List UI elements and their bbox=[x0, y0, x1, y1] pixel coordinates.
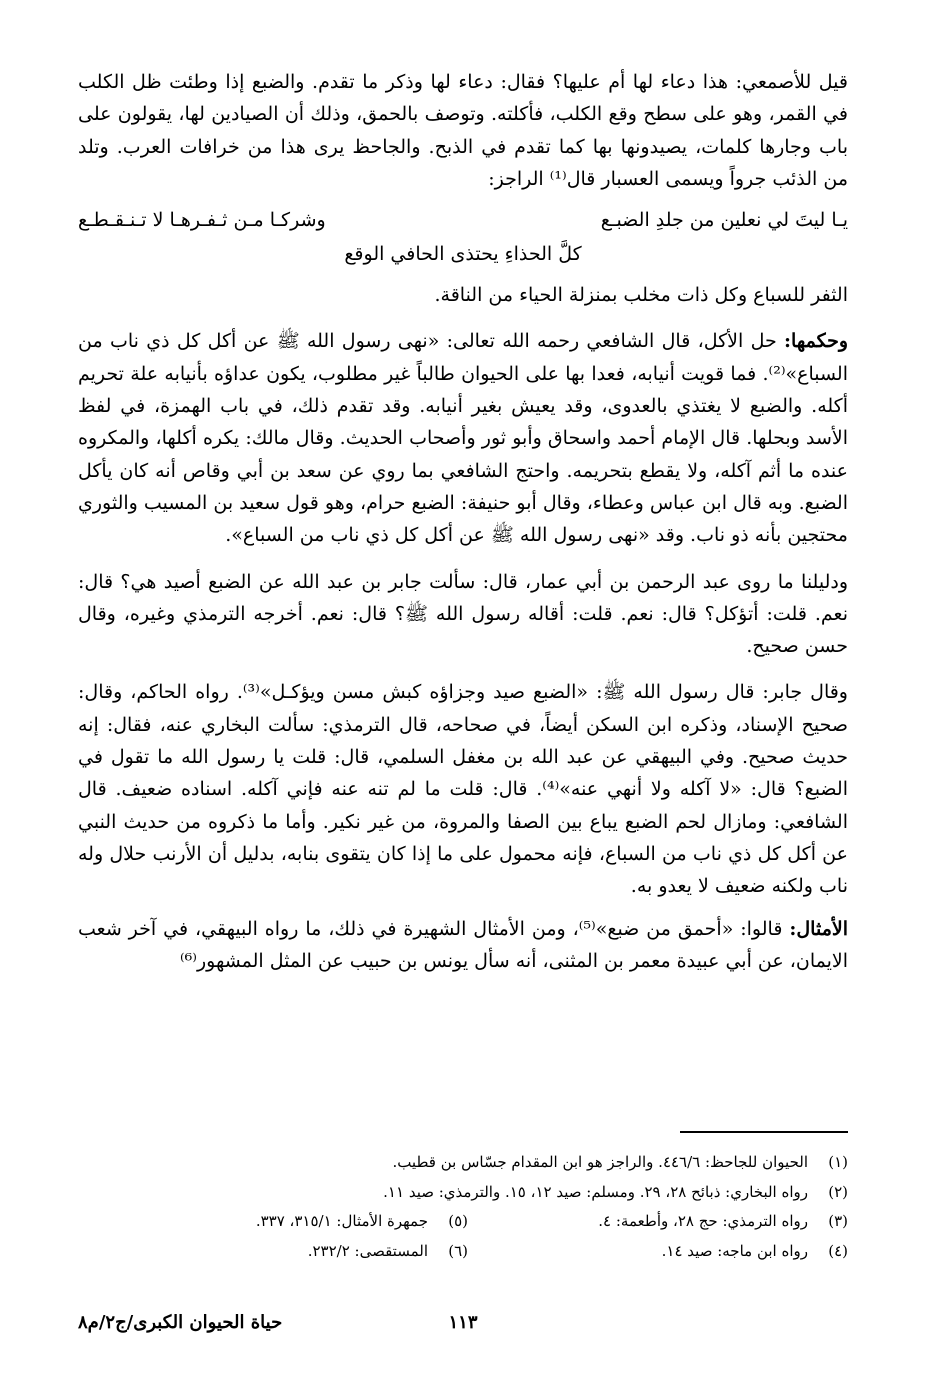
footnotes bbox=[78, 1148, 848, 1266]
page-body bbox=[78, 66, 848, 977]
footnote-divider bbox=[680, 1131, 848, 1133]
footnote-1 bbox=[78, 1148, 848, 1178]
footnote-row-4-6 bbox=[78, 1237, 848, 1267]
footnote-3 bbox=[468, 1207, 848, 1237]
verse-line-2: كلَّ الحذاءِ يحتذى الحافي الوقع bbox=[344, 243, 582, 266]
paragraph-3 bbox=[78, 325, 848, 551]
book-title: حياة الحيوان الكبرى/ج٢/م٨ bbox=[78, 1312, 283, 1333]
footnote-text: جمهرة الأمثال: ٣١٥/١، ٣٣٧. bbox=[255, 1212, 428, 1230]
paragraph-6-text: قالوا: «أحمق من ضبع»⁽⁵⁾، ومن الأمثال الشهيرة في ذلك، ما رواه البيهقي، في آخر شعب الايمان، عن أبي عبيدة معمر بن المثنى، أنه سأل يونس بن حبيب عن المثل المشهور⁽⁶⁾ bbox=[78, 917, 848, 972]
footnote-number: (٥) bbox=[448, 1212, 468, 1230]
footnote-6 bbox=[88, 1237, 468, 1267]
footnote-number: (٣) bbox=[828, 1212, 848, 1230]
paragraph-4: ودليلنا ما روى عبد الرحمن بن أبي عمار، قال: سألت جابر بن عبد الله عن الضبع أصيد هي؟ قال: نعم. قلت: أتؤكل؟ قال: نعم. قلت: أقاله رسول الله ﷺ؟ قال: نعم. أخرجه الترمذي وغيره، وقال حسن صحيح. bbox=[78, 570, 848, 658]
page-number: ١١٣ bbox=[448, 1312, 478, 1333]
page-footer bbox=[78, 1306, 848, 1340]
verse-hemistich-left: وشركـا مـن ثـفـرهـا لا تـنـقـطـع bbox=[78, 209, 326, 232]
footnote-text: رواه الترمذي: حج ٢٨، وأطعمة: ٤. bbox=[598, 1212, 808, 1230]
footnote-row-3-5 bbox=[78, 1207, 848, 1237]
footnote-number: (١) bbox=[828, 1153, 848, 1171]
paragraph-1: قيل للأصمعي: هذا دعاء لها أم عليها؟ فقال: دعاء لها وذكر ما تقدم. والضبع إذا وطئت ظل الكلب في القمر، وهو على سطح وقع الكلب، فأكلته. وتوصف بالحمق، وذلك أن الصيادين لها، يقولون على باب وجارها كلمات، يصيدونها بها كما تقدم في الذبح. والجاحظ يرى هذا من خرافات العرب. وتلد من الذئب جرواً ويسمى العسبار قال⁽¹⁾ الراجز: bbox=[78, 71, 848, 190]
footnote-text: المستقصى: ٢٣٢/٢. bbox=[307, 1241, 428, 1260]
verse-hemistich-right: يـا ليتَ لي نعلين من جلدِ الضبـع bbox=[600, 209, 848, 232]
footnote-number: (٢) bbox=[828, 1182, 848, 1201]
proverbs-heading: الأمثال: bbox=[789, 917, 848, 940]
paragraph-2: الثفر للسباع وكل ذات مخلب بمنزلة الحياء من الناقة. bbox=[434, 284, 848, 307]
footnote-number: (٤) bbox=[828, 1241, 848, 1260]
paragraph-5: وقال جابر: قال رسول الله ﷺ: «الضبع صيد وجزاؤه كبش مسن ويؤكـل»⁽³⁾. رواه الحاكم، وقال: صحيح الإسناد، وذكره ابن السكن أيضاً، في صحاحه، قال الترمذي: سألت البخاري عنه، فقال: إنه حديث صحيح. وفي البيهقي عن عبد الله بن مغفل السلمي، قال: قلت يا رسول الله ما تقول في الضبع؟ قال: «لا آكله ولا أنهي عنه»⁽⁴⁾. قال: قلت ما لم تنه عنه فإني آكله. اسناده ضعيف. قال الشافعي: ومازال لحم الضبع يباع بين الصفا والمروة، من غير نكير. وأما ما ذكروه من حديث النبي عن أكل كل ذي ناب من السباع، فإنه محمول على ما إذا كان يتقوى بنابه، بدليل أن الأرنب حلال وله ناب ولكنه ضعيف لا يعدو به. bbox=[78, 681, 848, 898]
footnote-text: الحيوان للجاحظ: ٤٤٦/٦. والراجز هو ابن المقدام جسّاس بن قطيب. bbox=[392, 1153, 808, 1171]
footnote-2 bbox=[78, 1178, 848, 1208]
footnote-number: (٦) bbox=[448, 1241, 468, 1260]
footnote-5 bbox=[88, 1207, 468, 1237]
footnote-4 bbox=[468, 1237, 848, 1267]
verse-line-1 bbox=[78, 203, 848, 237]
paragraph-3-text: حل الأكل، قال الشافعي رحمه الله تعالى: «نهى رسول الله ﷺ عن أكل كل ذي ناب من السباع»⁽²⁾. فما قويت أنيابه، فعدا بها على الحيوان طالباً غير مطلوب، يكون عداؤه بأنيابه علة تحريم أكله. والضبع لا يغتذي بالعدوى، وقد يعيش بغير أنيابه. وقد تقدم ذلك، في باب الهمزة، في لفظ الأسد وبحلها. قال الإمام أحمد واسحاق وأبو ثور وأصحاب الحديث. وقال مالك: يكره أكلها، والمكروه عنده ما أثم آكله، ولا يقطع بتحريمه. واحتج الشافعي بما روي عن سعد بن أبي وقاص أنه كان يأكل الضبع. وبه قال ابن عباس وعطاء، وقال أبو حنيفة: الضبع حرام، وهو قول سعيد بن المسيب والثوري محتجين بأنه ذو ناب. وقد «نهى رسول الله ﷺ عن أكل كل ذي ناب من السباع». bbox=[78, 330, 848, 547]
ruling-heading: وحكمها: bbox=[784, 330, 848, 353]
verse-block bbox=[78, 203, 848, 271]
footnote-text: رواه ابن ماجه: صيد ١٤. bbox=[661, 1241, 808, 1260]
footnote-text: رواه البخاري: ذبائح ٢٨، ٢٩. ومسلم: صيد ١٢، ١٥. والترمذي: صيد ١١. bbox=[383, 1182, 808, 1201]
paragraph-6 bbox=[78, 913, 848, 978]
